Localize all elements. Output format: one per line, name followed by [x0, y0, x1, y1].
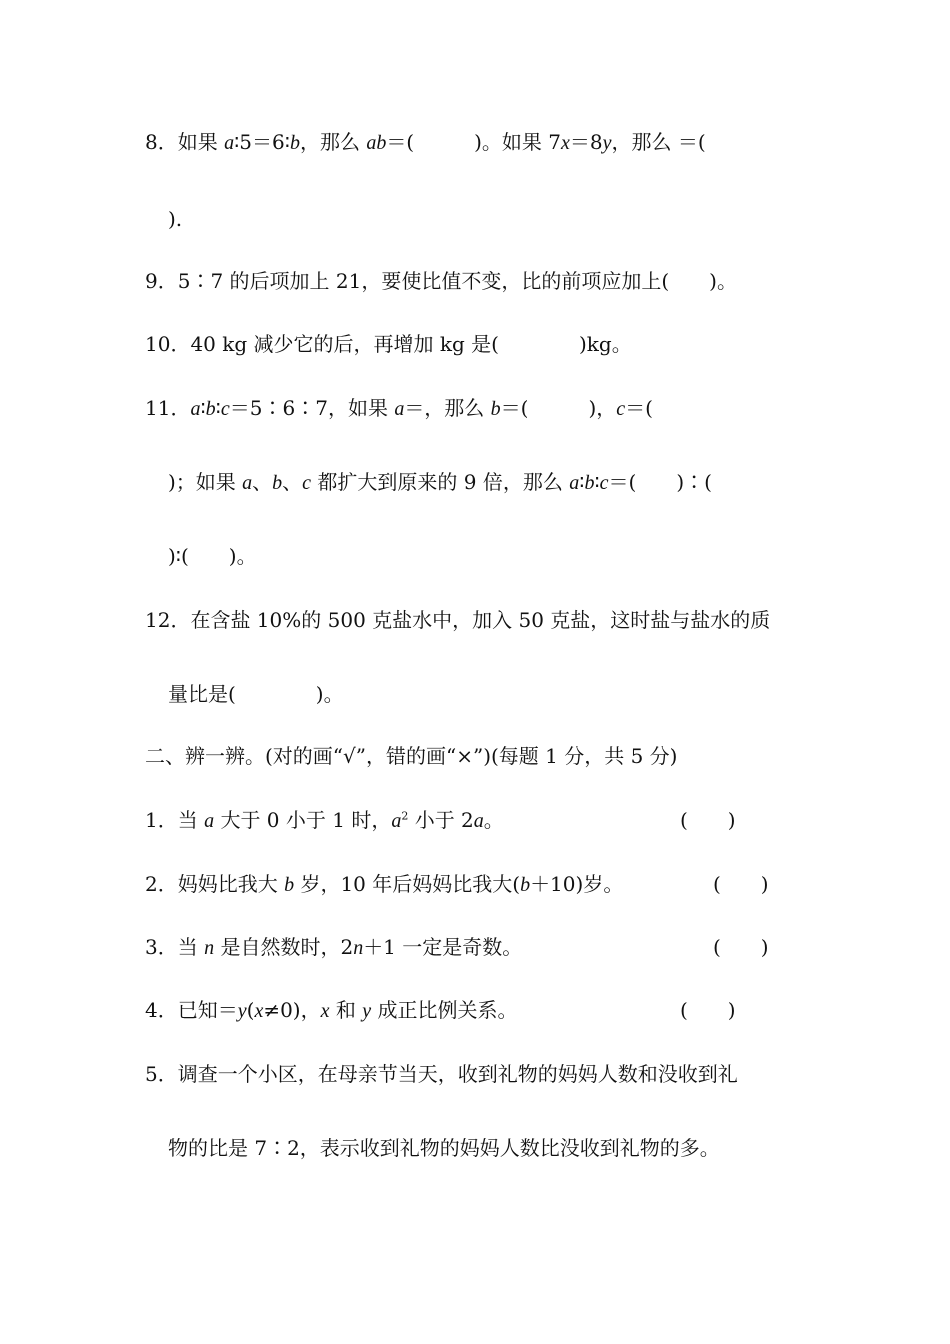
judge-2-text: 2．妈妈比我大 b 岁，10 年后妈妈比我大(b＋10)岁。 [145, 872, 624, 896]
question-11-line-1: 11．a∶b∶c＝5∶6∶7，如果 a＝，那么 b＝( )，c＝( [145, 396, 653, 420]
question-12-line-1: 12．在含盐 10%的 500 克盐水中，加入 50 克盐，这时盐与盐水的质 [145, 608, 771, 632]
judge-5-line-1: 5．调查一个小区，在母亲节当天，收到礼物的妈妈人数和没收到礼 [145, 1062, 738, 1086]
question-9: 9．5∶7 的后项加上 21，要使比值不变，比的前项应加上( )。 [145, 269, 737, 293]
section-2-title: 二、辨一辨。(对的画“√”，错的画“×”)(每题 1 分，共 5 分) [145, 744, 678, 768]
judge-3-text: 3．当 n 是自然数时，2n＋1 一定是奇数。 [145, 935, 523, 959]
question-11-line-2: )；如果 a、b、c 都扩大到原来的 9 倍，那么 a∶b∶c＝( )∶( [168, 470, 712, 494]
question-12-line-2: 量比是( )。 [168, 682, 344, 706]
judge-5-line-2: 物的比是 7∶2，表示收到礼物的妈妈人数比没收到礼物的多。 [168, 1136, 720, 1160]
judge-4-answer-blank[interactable]: ( ) [680, 998, 736, 1022]
judge-4-text: 4．已知＝y(x≠0)，x 和 y 成正比例关系。 [145, 998, 518, 1022]
question-10: 10．40 kg 减少它的后，再增加 kg 是( )kg。 [145, 332, 632, 356]
judge-2-answer-blank[interactable]: ( ) [713, 872, 769, 896]
question-8-line-1: 8．如果 a∶5＝6∶b，那么 ab＝( )。如果 7x＝8y，那么 ＝( [145, 130, 706, 154]
question-8-line-2: ). [168, 207, 183, 231]
question-11-line-3: )∶( )。 [168, 544, 257, 568]
judge-3-answer-blank[interactable]: ( ) [713, 935, 769, 959]
judge-1-text: 1．当 a 大于 0 小于 1 时，$a^2$ 小于 2a。 [145, 808, 504, 832]
judge-1-answer-blank[interactable]: ( ) [680, 808, 736, 832]
